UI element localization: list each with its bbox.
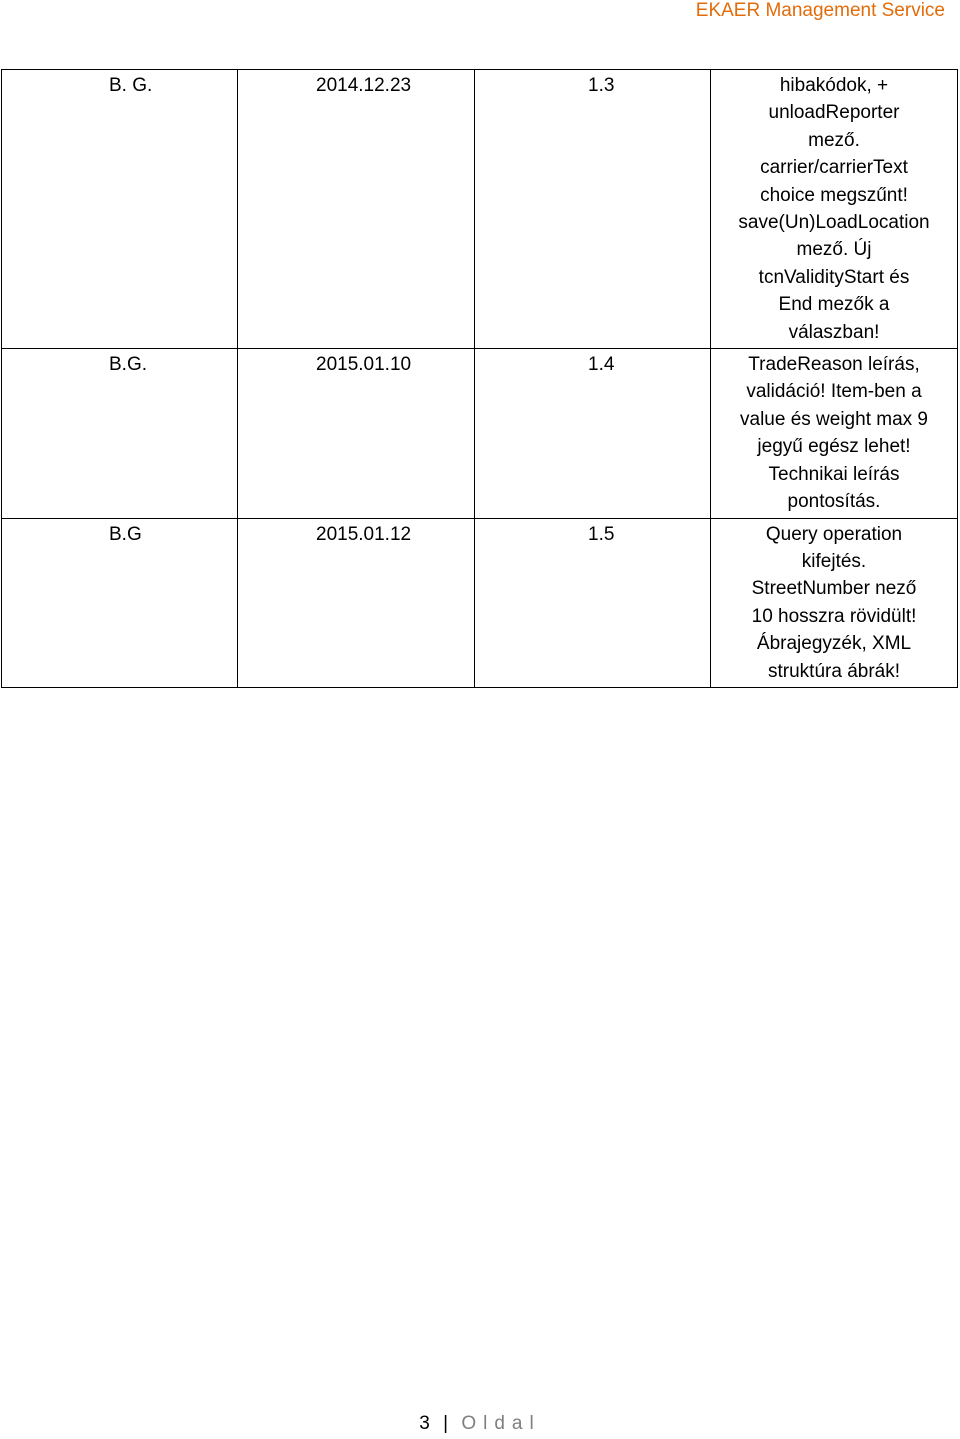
date-cell: 2015.01.10 xyxy=(238,349,475,518)
description-cell: Query operation kifejtés. StreetNumber nező 10 hosszra rövidült! Ábrajegyzék, XML struktúra ábrák! xyxy=(711,518,958,687)
author-cell: B.G. xyxy=(2,349,238,518)
date-cell: 2015.01.12 xyxy=(238,518,475,687)
author-cell: B.G xyxy=(2,518,238,687)
table-row xyxy=(2,349,958,518)
footer-separator: | xyxy=(443,1413,449,1434)
page-number: 3 xyxy=(419,1413,430,1434)
page-label: Oldal xyxy=(461,1413,541,1434)
version-cell: 1.5 xyxy=(475,518,711,687)
description-cell: hibakódok, + unloadReporter mező. carrier/carrierText choice megszűnt! save(Un)LoadLocation mező. Új tcnValidityStart és End mezők a válaszban! xyxy=(711,70,958,349)
document-header-title: EKAER Management Service xyxy=(695,0,945,21)
date-cell: 2014.12.23 xyxy=(238,70,475,349)
description-cell: TradeReason leírás, validáció! Item-ben a value és weight max 9 jegyű egész lehet! Technikai leírás pontosítás. xyxy=(711,349,958,518)
version-cell: 1.3 xyxy=(475,70,711,349)
revision-history-table xyxy=(1,69,958,688)
version-cell: 1.4 xyxy=(475,349,711,518)
table-row xyxy=(2,518,958,687)
table-row xyxy=(2,70,958,349)
page-footer xyxy=(0,1410,960,1438)
author-cell: B. G. xyxy=(2,70,238,349)
